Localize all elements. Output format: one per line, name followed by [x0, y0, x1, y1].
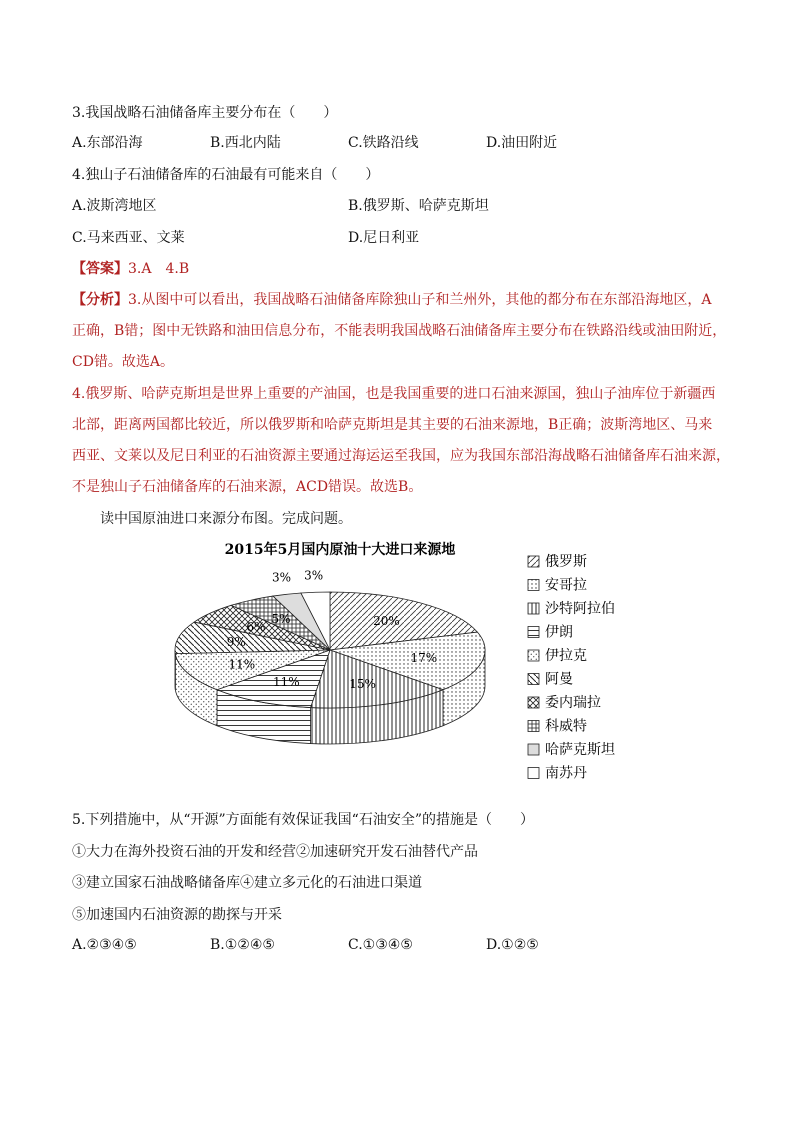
- pie-label-5: 9%: [226, 635, 246, 650]
- pie-label-2: 15%: [349, 676, 376, 691]
- legend-label-2: 沙特阿拉伯: [545, 601, 615, 617]
- legend-swatch-6: [528, 697, 539, 708]
- analysis-line-2: 正确，B错；图中无铁路和油田信息分布，不能表明我国战略石油储备库主要分布在铁路沿线或油田附近，: [72, 323, 727, 339]
- legend-label-4: 伊拉克: [545, 648, 587, 664]
- analysis-line-5: 北部，距离两国都比较近，所以俄罗斯和哈萨克斯坦是其主要的石油来源地，B正确；波斯湾地区、马来: [72, 417, 713, 433]
- pie-label-3: 11%: [273, 675, 300, 690]
- question-3-stem: 3.我国战略石油储备库主要分布在（ ）: [72, 105, 338, 121]
- analysis-line-3: CD错。故选A。: [72, 354, 175, 370]
- answer-tag: 【答案】: [72, 261, 128, 277]
- analysis-line-6: 西亚、文莱以及尼日利亚的石油资源主要通过海运运至我国，应为我国东部沿海战略石油储备库石油来源，: [72, 448, 730, 464]
- legend-label-8: 哈萨克斯坦: [545, 742, 615, 758]
- analysis-text-1: 3.从图中可以看出，我国战略石油储备库除独山子和兰州外，其他的都分布在东部沿海地区，A: [128, 292, 712, 308]
- legend-swatch-4: [528, 650, 539, 661]
- answer-text: 3.A 4.B: [128, 261, 190, 277]
- q5-item-1: ①大力在海外投资石油的开发和经营②加速研究开发石油替代产品: [72, 844, 478, 860]
- q3-option-b[interactable]: B.西北内陆: [210, 135, 281, 151]
- q4-option-c[interactable]: C.马来西亚、文莱: [72, 230, 185, 246]
- q5-item-3: ⑤加速国内石油资源的勘探与开采: [72, 907, 282, 923]
- oil-import-pie-chart: [170, 538, 640, 794]
- pie-label-1: 17%: [410, 650, 438, 665]
- q5-option-d[interactable]: D.①②⑤: [486, 937, 539, 953]
- legend-label-6: 委内瑞拉: [545, 695, 601, 711]
- legend-swatch-5: [528, 674, 539, 685]
- q5-option-c[interactable]: C.①③④⑤: [348, 937, 413, 953]
- analysis-line-7: 不是独山子石油储备库的石油来源，ACD错误。故选B。: [72, 479, 423, 495]
- legend-label-3: 伊朗: [545, 624, 573, 641]
- legend-swatch-2: [528, 603, 539, 614]
- analysis-line-4: 4.俄罗斯、哈萨克斯坦是世界上重要的产油国，也是我国重要的进口石油来源国，独山子油库位于新疆西: [72, 386, 716, 402]
- question-5-stem: 5.下列措施中，从“开源”方面能有效保证我国“石油安全”的措施是（ ）: [72, 812, 534, 828]
- chart-title: 2015年5月国内原油十大进口来源地: [224, 542, 456, 558]
- question-4-stem: 4.独山子石油储备库的石油最有可能来自（ ）: [72, 167, 380, 183]
- pie-label-6: 6%: [246, 620, 266, 635]
- pie-label-4: 11%: [228, 657, 256, 672]
- q3-option-a[interactable]: A.东部沿海: [72, 135, 143, 151]
- legend-label-0: 俄罗斯: [545, 554, 587, 570]
- q4-option-b[interactable]: B.俄罗斯、哈萨克斯坦: [348, 198, 489, 214]
- legend-label-1: 安哥拉: [545, 577, 587, 594]
- legend-swatch-9: [528, 768, 539, 779]
- legend-label-5: 阿曼: [545, 671, 573, 688]
- pie-label-8: 3%: [272, 570, 292, 585]
- q4-option-d[interactable]: D.尼日利亚: [348, 230, 420, 246]
- chart-intro: 读中国原油进口来源分布图。完成问题。: [100, 511, 352, 527]
- legend-swatch-1: [528, 580, 539, 591]
- pie-tops: [175, 592, 485, 708]
- q3-option-d[interactable]: D.油田附近: [486, 135, 558, 151]
- answer-line: [72, 259, 189, 279]
- analysis-line-1: [72, 290, 711, 310]
- legend-swatch-0: [528, 556, 539, 567]
- pie-label-0: 20%: [373, 613, 400, 628]
- legend-swatch-7: [528, 721, 539, 732]
- q5-option-a[interactable]: A.②③④⑤: [72, 937, 137, 953]
- analysis-tag: 【分析】: [72, 292, 128, 308]
- pie-label-9: 3%: [304, 568, 324, 583]
- q5-option-b[interactable]: B.①②④⑤: [210, 937, 275, 953]
- legend-label-9: 南苏丹: [545, 765, 587, 782]
- q3-option-c[interactable]: C.铁路沿线: [348, 135, 419, 151]
- legend-swatch-3: [528, 627, 539, 638]
- q4-option-a[interactable]: A.波斯湾地区: [72, 198, 157, 214]
- legend-label-7: 科威特: [545, 718, 587, 735]
- q5-item-2: ③建立国家石油战略储备库④建立多元化的石油进口渠道: [72, 875, 422, 891]
- legend-swatch-8: [528, 744, 539, 755]
- pie-label-7: 5%: [271, 612, 291, 627]
- chart-legend: [528, 554, 615, 782]
